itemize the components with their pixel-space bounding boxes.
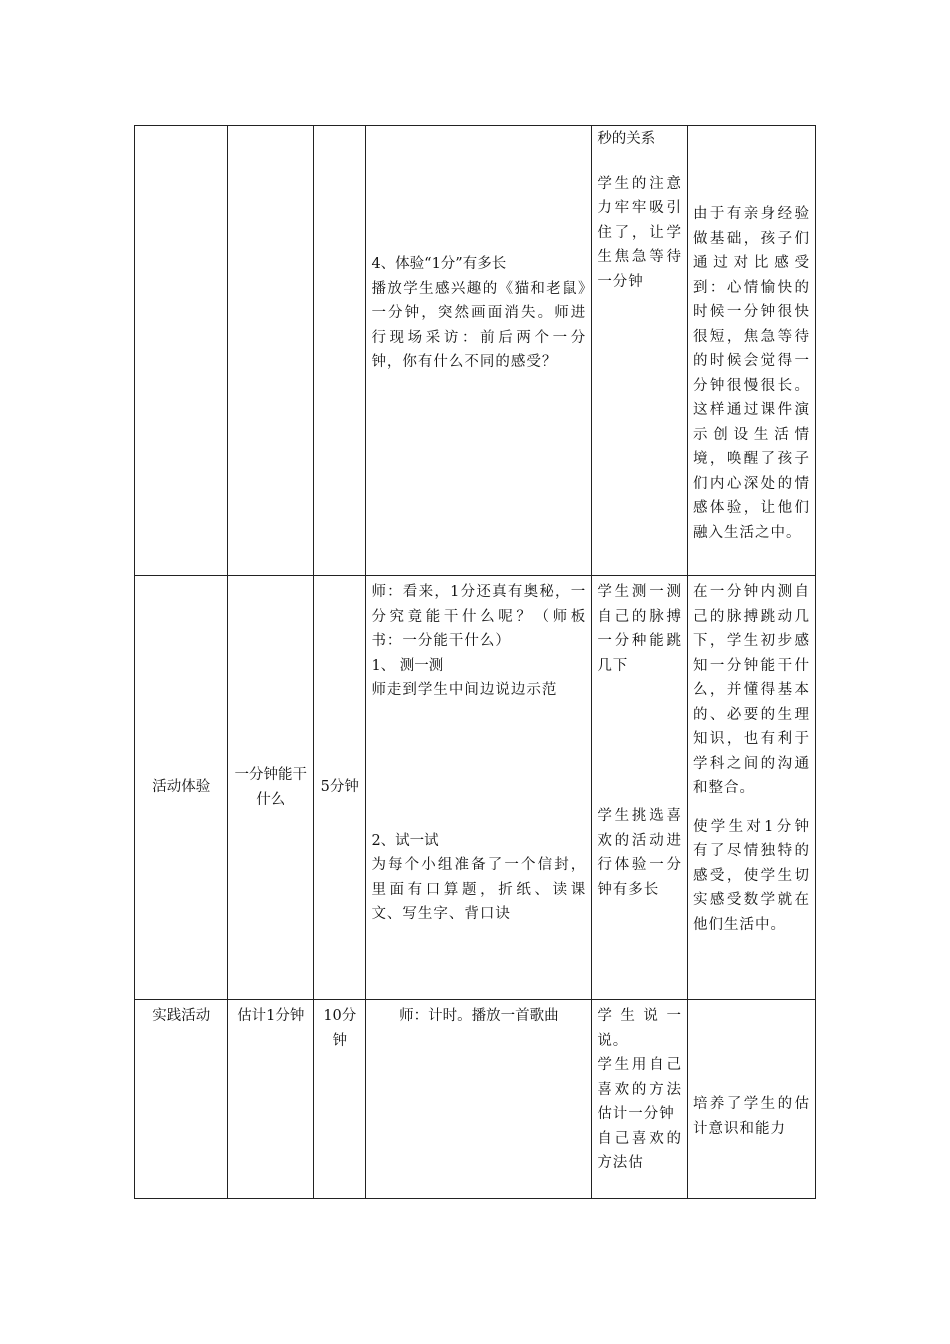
time-cell: 10分钟 (314, 1000, 366, 1199)
teacher-step-title: 1、 测一测 (371, 657, 444, 674)
teacher-text: 师：计时。播放一首歌曲 (399, 1008, 559, 1024)
student-text: 自己喜欢的方法估 (597, 1130, 682, 1171)
teacher-activity-cell (366, 1000, 592, 1199)
teacher-step-title: 2、试一试 (371, 832, 439, 849)
design-intent-text: 培养了学生的估计意识和能力 (693, 1096, 810, 1137)
table-row (135, 576, 816, 1000)
teacher-text: 师：看来，1分还真有奥秘，一分究竟能干什么呢？（师板书：一分能干什么） (371, 584, 587, 649)
design-intent-cell (688, 576, 816, 1000)
content-cell: 估计1分钟 (228, 1000, 314, 1199)
design-intent-text: 由于有亲身经验做基础，孩子们通过对比感受到：心情愉快的时候一分钟很快很短，焦急等待的时候会觉得一分钟很慢很长。这样通过课件演示创设生活情境，唤醒了孩子们内心深处的情感体验，让他们融入生活之中。 (693, 206, 810, 541)
design-intent-text: 使学生对1分钟有了尽情独特的感受，使学生切实感受数学就在他们生活中。 (693, 818, 810, 933)
design-intent-text: 在一分钟内测自己的脉搏跳动几下，学生初步感知一分钟能干什么，并懂得基本的、必要的生理知识，也有利于学科之间的沟通和整合。 (693, 584, 810, 796)
stage-cell: 实践活动 (135, 1000, 228, 1199)
content-cell (228, 126, 314, 576)
lesson-plan-table (134, 125, 816, 1199)
student-text: 学生测一测自己的脉搏一分种能跳几下 (597, 584, 682, 674)
student-activity-cell (592, 1000, 688, 1199)
teacher-text: 为每个小组准备了一个信封，里面有口算题，折纸、读课文、写生字、背口诀 (371, 857, 587, 922)
student-text: 学生的注意力牢牢吸引住了，让学生焦急等待一分钟 (597, 175, 682, 290)
student-activity-cell (592, 126, 688, 576)
stage-cell (135, 126, 228, 576)
student-text: 秒的关系 (597, 131, 656, 147)
stage-cell: 活动体验 (135, 576, 228, 1000)
student-text: 学生挑选喜欢的活动进行体验一分钟有多长 (597, 808, 682, 898)
time-cell: 5分钟 (314, 576, 366, 1000)
teacher-activity-cell (366, 576, 592, 1000)
student-text: 学生用自己喜欢的方法估计一分钟 (597, 1057, 682, 1122)
design-intent-cell (688, 126, 816, 576)
design-intent-cell (688, 1000, 816, 1199)
table-row (135, 1000, 816, 1199)
teacher-step-text: 播放学生感兴趣的《猫和老鼠》一分钟，突然画面消失。师进行现场采访：前后两个一分钟，你有什么不同的感受？ (371, 280, 587, 370)
table-row (135, 126, 816, 576)
teacher-step-title: 4、体验“1分”有多长 (371, 256, 507, 272)
teacher-activity-cell (366, 126, 592, 576)
student-text: 学生说一说。 (597, 1008, 682, 1049)
content-cell: 一分钟能干什么 (228, 576, 314, 1000)
teacher-text: 师走到学生中间边说边示范 (371, 682, 558, 698)
student-activity-cell (592, 576, 688, 1000)
time-cell (314, 126, 366, 576)
